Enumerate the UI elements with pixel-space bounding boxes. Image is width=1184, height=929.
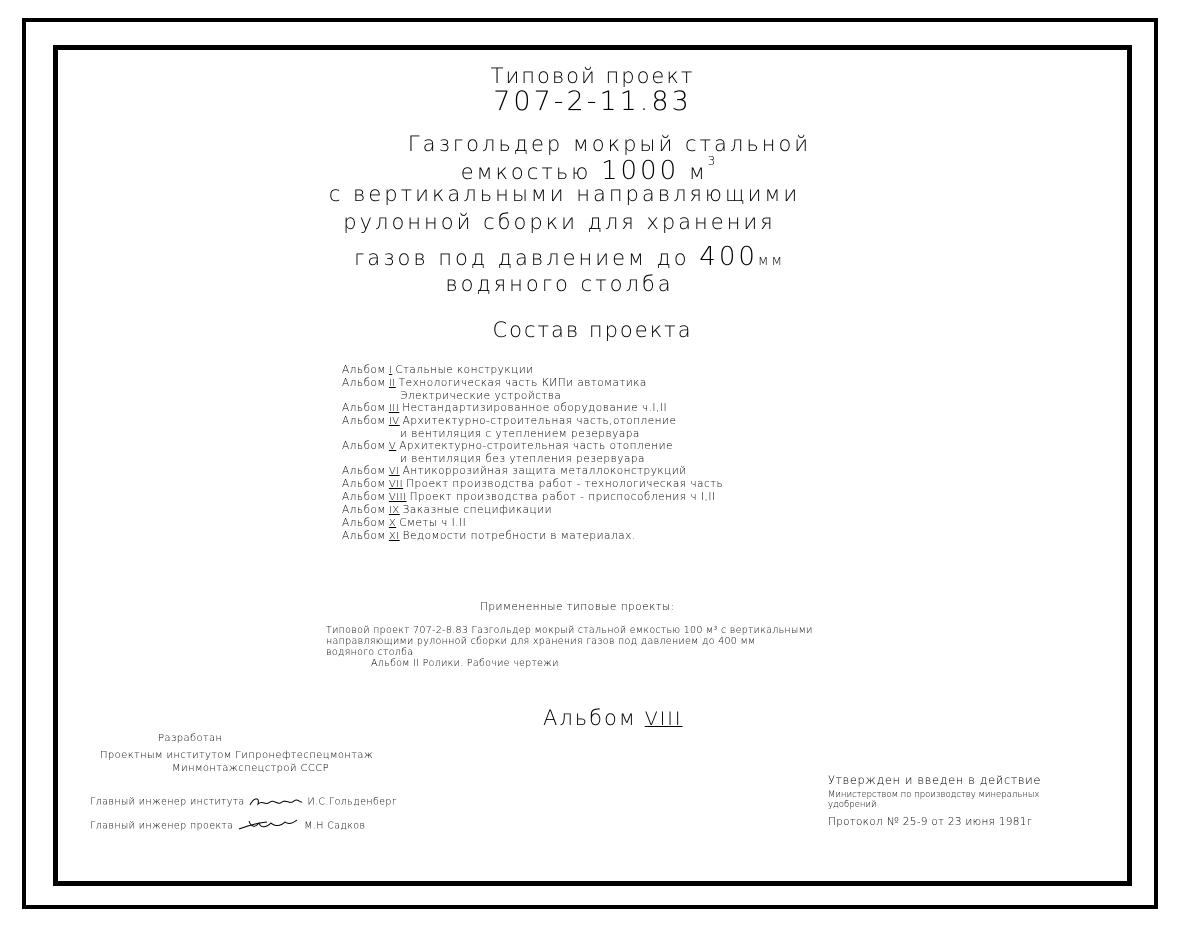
- developer-line3: Минмонтажспецстрой СССР: [172, 763, 330, 774]
- album-num: V: [388, 441, 397, 452]
- capacity-value: 1000: [600, 156, 680, 186]
- approval-protocol: Протокол № 25-9 от 23 июня 1981г: [828, 816, 1033, 828]
- album-num: VIII: [388, 492, 407, 503]
- album-word: Альбом: [342, 377, 386, 389]
- handwritten-signature-icon: [237, 817, 301, 835]
- album-row: [342, 364, 723, 377]
- album-text: Архитектурно-строительная часть отопление: [399, 440, 673, 452]
- applied-line: Типовой проект 707-2-8.83 Газгольдер мокрый стальной емкостью 100 м³ с вертикальными: [326, 625, 813, 636]
- album-text: Проект производства работ - приспособления ч I,II: [409, 491, 716, 503]
- album-row-cont: и вентиляция без утепления резервуара: [400, 453, 645, 465]
- album-label: [543, 706, 683, 730]
- album-word: Альбом: [342, 402, 386, 414]
- title-desc-6: водяного столба: [445, 272, 674, 296]
- album-word: Альбом: [342, 364, 386, 376]
- album-row: [342, 465, 723, 478]
- signature-name: И.С.Гольденберг: [307, 796, 397, 808]
- signature-role: Главный инженер проекта: [90, 820, 234, 832]
- title-desc-3: с вертикальными направляющими: [328, 182, 801, 206]
- handwritten-signature-icon: [248, 794, 304, 810]
- capacity-unit: м: [688, 160, 708, 184]
- album-num: III: [388, 403, 400, 414]
- album-row-cont: и вентиляция с утеплением резервуара: [400, 428, 640, 440]
- album-word: Альбом: [342, 415, 386, 427]
- album-row: [342, 377, 723, 390]
- album-word: Альбом: [342, 440, 386, 452]
- album-row: [342, 415, 723, 428]
- approval-line1: Утвержден и введен в действие: [828, 773, 1041, 787]
- album-word: Альбом: [342, 491, 386, 503]
- signature-role: Главный инженер института: [90, 796, 245, 808]
- applied-line: Альбом II Ролики. Рабочие чертежи: [371, 658, 559, 669]
- album-row: [342, 478, 723, 491]
- signature-name: М.Н Садков: [304, 820, 366, 832]
- applied-project-reference: [326, 625, 813, 669]
- developer-line2: Проектным институтом Гипронефтеспецмонтаж: [100, 750, 374, 761]
- album-num: IV: [388, 416, 400, 427]
- album-num: VI: [388, 466, 400, 477]
- album-word: Альбом: [342, 530, 386, 542]
- album-label-number: VIII: [644, 708, 683, 730]
- album-num: IX: [388, 505, 400, 516]
- album-text: Ведомости потребности в материалах.: [402, 530, 636, 542]
- applied-line: водяного столба: [326, 647, 414, 658]
- album-word: Альбом: [342, 517, 386, 529]
- album-text: Проект производства работ - технологическая часть: [406, 478, 724, 490]
- approval-line3: удобрений: [828, 800, 877, 810]
- approval-ministry: [828, 790, 1039, 810]
- album-word: Альбом: [342, 478, 386, 490]
- album-row: [342, 530, 723, 543]
- album-text: Сметы ч I.II: [399, 517, 467, 529]
- album-text: Заказные спецификации: [402, 504, 553, 516]
- album-row: [342, 402, 723, 415]
- album-num: X: [388, 518, 397, 529]
- applied-projects-heading: Примененные типовые проекты:: [480, 601, 675, 613]
- album-row-cont: Электрические устройства: [400, 390, 562, 402]
- album-text: Нестандартизированное оборудование ч.I,II: [402, 402, 668, 414]
- album-text: Стальные конструкции: [395, 364, 534, 376]
- album-row: [342, 504, 723, 517]
- signature-chief-institute: [90, 794, 397, 810]
- album-num: II: [388, 378, 396, 389]
- album-text: Антикоррозийная защита металлоконструкций: [402, 465, 687, 477]
- pressure-text: газов под давлением до: [353, 246, 690, 270]
- album-label-word: Альбом: [543, 706, 637, 730]
- pressure-unit: мм: [757, 253, 786, 269]
- album-row: [342, 440, 723, 453]
- title-desc-5: [30, 242, 1109, 272]
- album-word: Альбом: [342, 465, 386, 477]
- developer-line1: Разработан: [158, 733, 223, 744]
- album-word: Альбом: [342, 504, 386, 516]
- project-number: 707-2-11.83: [493, 86, 692, 117]
- approval-line2: Министерством по производству минеральных: [828, 790, 1040, 800]
- album-num: I: [388, 365, 393, 376]
- album-text: Архитектурно-строительная часть,отопление: [402, 415, 677, 427]
- album-num: VII: [388, 479, 404, 490]
- pressure-value: 400: [699, 242, 758, 272]
- applied-line: направляющими рулонной сборки для хранения газов под давлением до 400 мм: [326, 636, 756, 647]
- title-desc-4: рулонной сборки для хранения: [343, 210, 776, 234]
- album-row: [342, 491, 723, 504]
- album-text: Технологическая часть КИПи автоматика: [398, 377, 647, 389]
- album-list: [342, 364, 723, 543]
- album-row: [342, 517, 723, 530]
- album-num: XI: [388, 531, 400, 542]
- title-line1: Типовой проект: [490, 64, 695, 88]
- capacity-word: емкостью: [460, 160, 592, 184]
- capacity-unit-power: 3: [707, 154, 719, 168]
- composition-heading: Состав проекта: [492, 318, 693, 342]
- title-desc-1: Газгольдер мокрый стальной: [407, 132, 812, 156]
- signature-chief-project: [90, 817, 365, 835]
